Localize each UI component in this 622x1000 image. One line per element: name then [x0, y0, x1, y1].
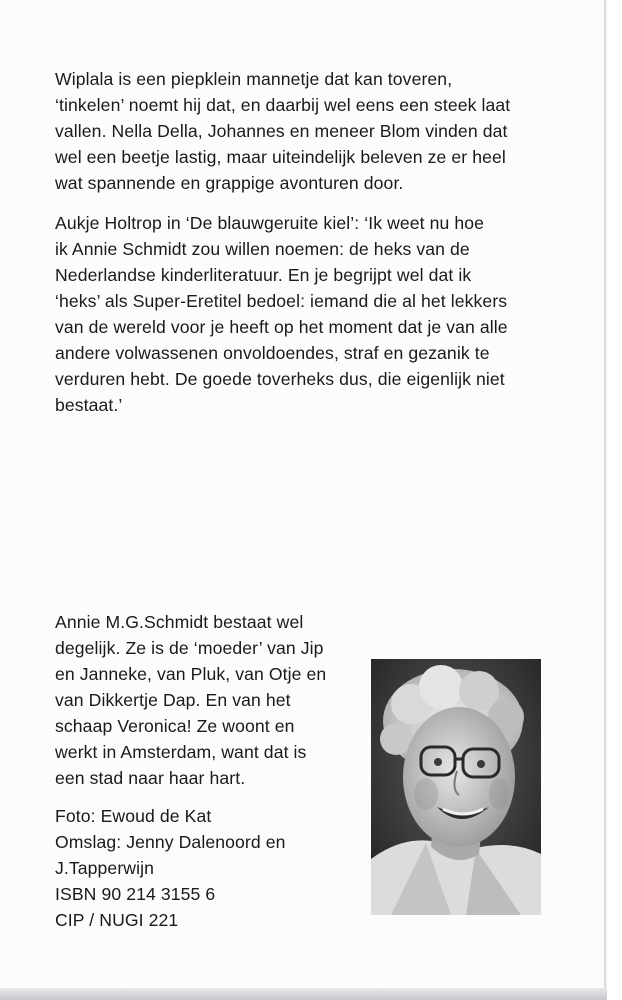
author-photo	[371, 659, 541, 915]
blurb-paragraph: Wiplala is een piepklein mannetje dat kan toveren, ‘tinkelen’ noemt hij dat, en daarbij wel eens een steek laat vallen. Nella Della, Johannes en meneer Blom vinden dat wel een beetje lastig, maar uiteindelijk beleven ze er heel wat spannende en grappige avonturen door.	[55, 69, 511, 193]
page-edge-right	[604, 0, 607, 988]
page-edge-bottom	[0, 988, 607, 1000]
review-quote-paragraph: Aukje Holtrop in ‘De blauwgeruite kiel’: ‘Ik weet nu hoe ik Annie Schmidt zou willen noemen: de heks van de Nederlandse kinderliteratuur. En je begrijpt wel dat ik ‘heks’ als Super-Eretitel bedoel: iemand die al het lekkers van de wereld voor je heeft op het moment dat je van alle andere volwassenen onvoldoendes, straf en gezanik te verduren hebt. De goede toverheks dus, die eigenlijk niet bestaat.’	[55, 213, 508, 415]
author-bio-paragraph: Annie M.G.Schmidt bestaat wel degelijk. Ze is de ‘moeder’ van Jip en Janneke, van Pluk, van Otje en van Dikkertje Dap. En van het schaap Veronica! Ze woont en werkt in Amsterdam, want dat is een stad naar haar hart.	[55, 612, 327, 788]
colophon-credits: Foto: Ewoud de Kat Omslag: Jenny Dalenoord en J.Tapperwijn ISBN 90 214 3155 6 CIP / NUGI 221	[55, 806, 286, 930]
